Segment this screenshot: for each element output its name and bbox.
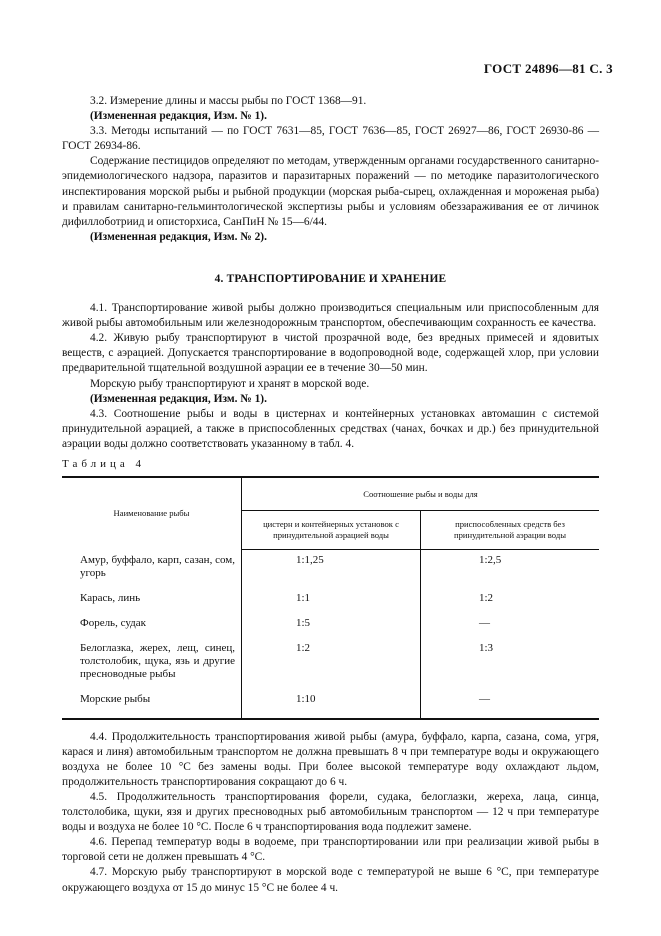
paragraph-4-4: 4.4. Продолжительность транспортирования живой рыбы (амура, буффало, карпа, сазана, сома, угря, карася и линя) автомобильным транспортом не должна превышать 8 ч при температуре воды и окружающего воздуха не более 10 °С без замены воды. При более высокой температуре воду охлаждают льдом, продолжительность транспортирования сокращают до 6 ч. [62, 730, 599, 788]
paragraph-4-3: 4.3. Соотношение рыбы и воды в цистернах и контейнерных установках автомашин с системой принудительной аэрацией, а также в приспособленных средствах (чанах, бочках и др.) без принудительной аэрации воды должно соответствовать указанному в табл. 4. [62, 407, 599, 450]
paragraph-3-2: 3.2. Измерение длины и массы рыбы по ГОСТ 1368—91. [90, 95, 367, 107]
section-title: 4. ТРАНСПОРТИРОВАНИЕ И ХРАНЕНИЕ [214, 272, 447, 285]
table-caption: Таблица 4 [62, 457, 146, 470]
edition-note: (Измененная редакция, Изм. № 1). [90, 392, 267, 405]
table-row [62, 613, 599, 638]
ratio-natural-cell: — [421, 613, 600, 638]
ratio-natural-cell: 1:2 [421, 588, 600, 613]
ratio-forced-cell: 1:5 [242, 613, 421, 638]
table-row [62, 588, 599, 613]
page-content [62, 94, 599, 896]
table-row [62, 550, 599, 588]
fish-name-cell: Амур, буффало, карп, сазан, сом, угорь [80, 553, 235, 579]
column-header-forced-aeration: цистерн и контейнерных установок с принудительной аэрацией воды [242, 511, 421, 550]
ratio-forced-cell: 1:10 [242, 689, 421, 719]
ratio-forced-cell: 1:1,25 [242, 550, 421, 588]
edition-note: (Измененная редакция, Изм. № 1). [90, 110, 267, 123]
fish-name-cell: Белоглазка, жерех, лещ, синец, толстолобик, щука, язь и другие пресноводные рыбы [80, 641, 235, 680]
paragraph-sea-fish: Морскую рыбу транспортируют и хранят в морской воде. [90, 377, 370, 390]
paragraph-4-7: 4.7. Морскую рыбу транспортируют в морской воде с температурой не выше 6 °С, при температуре окружающего воздуха от 15 до минус 15 °С не более 4 ч. [62, 866, 599, 894]
fish-name-cell: Карась, линь [80, 591, 141, 604]
paragraph-4-1: 4.1. Транспортирование живой рыбы должно производиться специальным или приспособленным для живой рыбы автомобильным или железнодорожным транспортом, обеспечивающим сохранность ее качества. [62, 302, 599, 330]
edition-note: (Измененная редакция, Изм. № 2). [90, 230, 267, 243]
ratio-table [62, 476, 599, 720]
paragraph-4-5: 4.5. Продолжительность транспортирования форели, судака, белоглазки, жереха, лаца, синца, толстолобика, щуки, язя и других пресноводных рыб автомобильным транспортом — 12 ч при температуре воды и воздуха не более 10 °С. После 6 ч транспортирования вода подлежит замене. [62, 790, 599, 834]
column-header-no-aeration: приспособленных средств без принудительной аэрации воды [421, 511, 600, 550]
document-header: ГОСТ 24896—81 С. 3 [483, 61, 613, 76]
column-header-ratio-group: Соотношение рыбы и воды для [242, 477, 600, 511]
ratio-natural-cell: 1:2,5 [421, 550, 600, 588]
column-header-fish-name: Наименование рыбы [62, 477, 242, 550]
ratio-natural-cell: — [421, 689, 600, 719]
ratio-forced-cell: 1:1 [242, 588, 421, 613]
paragraph-4-2: 4.2. Живую рыбу транспортируют в чистой прозрачной воде, без вредных примесей и ядовитых веществ, с аэрацией. Допускается транспортирование в водопроводной воде, содержащей хлор, при условии предварительной тщательной воздушной аэрации ее в течение 30—50 мин. [62, 332, 599, 375]
ratio-natural-cell: 1:3 [421, 638, 600, 689]
paragraph-3-3: 3.3. Методы испытаний — по ГОСТ 7631—85, ГОСТ 7636—85, ГОСТ 26927—86, ГОСТ 26930-86 — ГОСТ 26934-86. [62, 125, 599, 153]
paragraph-4-6: 4.6. Перепад температур воды в водоеме, при транспортировании или при реализации живой рыбы в торговой сети не должен превышать 4 °С. [62, 836, 599, 864]
table-row [62, 638, 599, 689]
fish-name-cell: Форель, судак [80, 616, 146, 629]
paragraph-pesticides: Содержание пестицидов определяют по методам, утвержденным органами государственного санитарно-эпидемиологического надзора, паразитов и паразитарных поражений — по методике паразитологического инспектирования морской рыбы и рыбной продукции (морская рыба-сырец, охлажденная и мороженая рыба) и правилам санитарно-гельминтологической экспертизы рыбы и условиям обеззараживания ее от личинок дифиллоботриид и описторхиса, СанПиН № 15—6/44. [62, 155, 599, 228]
fish-name-cell: Морские рыбы [80, 692, 151, 705]
table-row [62, 689, 599, 719]
ratio-forced-cell: 1:2 [242, 638, 421, 689]
